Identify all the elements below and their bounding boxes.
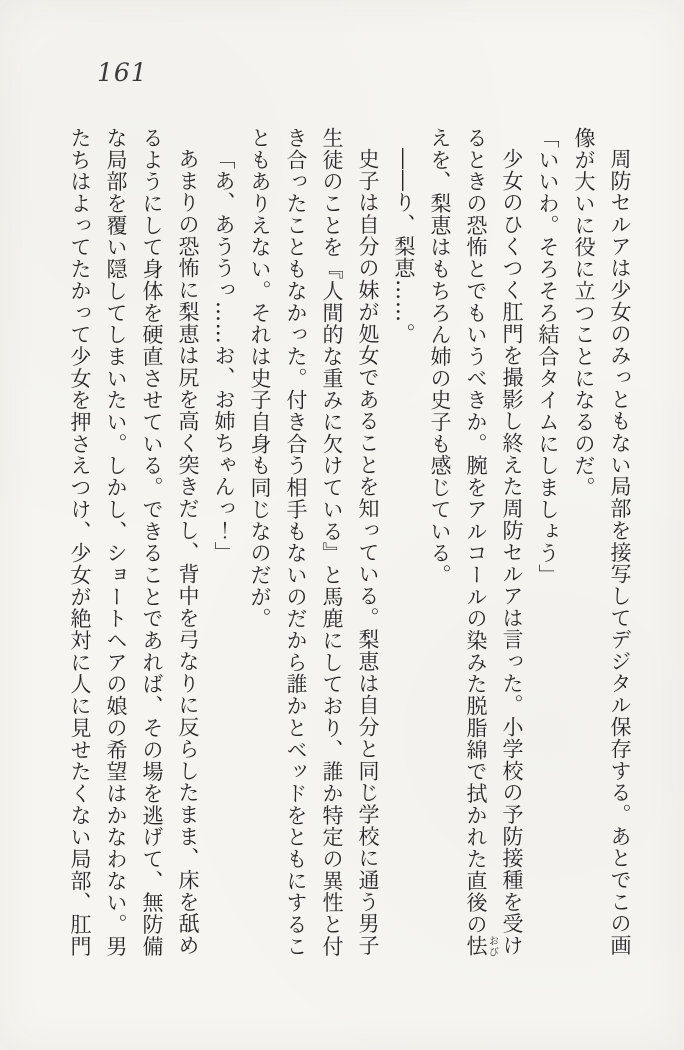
paragraph: 少女のひくつく肛門を撮影し終えた周防セルアは言った。小学校の予防接種を受けるときの恐怖とでもいうべきか。腕をアルコールの染みた脱脂綿で拭かれた直後の怯おびえを、梨恵はもちろん姉の史子も感じている。 <box>428 127 524 958</box>
paragraph: 「あ、あううっ……お、お姉ちゃんっ！」 <box>212 148 236 564</box>
furigana-annotated-word: 怯おび <box>464 935 498 958</box>
page-number: 161 <box>97 58 148 87</box>
paragraph: 「いいわ。そろそろ結合タイムにしましょう」 <box>536 127 560 586</box>
body-text <box>62 127 638 958</box>
paragraph: あまりの恐怖に梨恵は尻を高く突きだし、背中を弓なりに反らしたまま、床を舐めるようにして身体を硬直させている。できることであれば、その場を逃げて、無防備な局部を覆い隠してしまいたい。しかし、ショートヘアの娘の希望はかなわない。男たちはよってたかって少女を押さえつけ、少女が絶対に人に見せたくない局部、肛門 <box>68 127 200 958</box>
paragraph: ――り、梨恵……。 <box>392 148 416 345</box>
paragraph: 周防セルアは少女のみっともない局部を接写してデジタル保存する。あとでこの画像が大いに役に立つことになるのだ。 <box>572 127 632 957</box>
paragraph: 史子は自分の妹が処女であることを知っている。梨恵は自分と同じ学校に通う男子生徒のことを『人間的な重みに欠けている』と馬鹿にしており、誰か特定の異性と付き合ったこともなかった。付き合う相手もないのだから誰かとベッドをともにすることもありえない。それは史子自身も同じなのだが。 <box>248 127 380 958</box>
